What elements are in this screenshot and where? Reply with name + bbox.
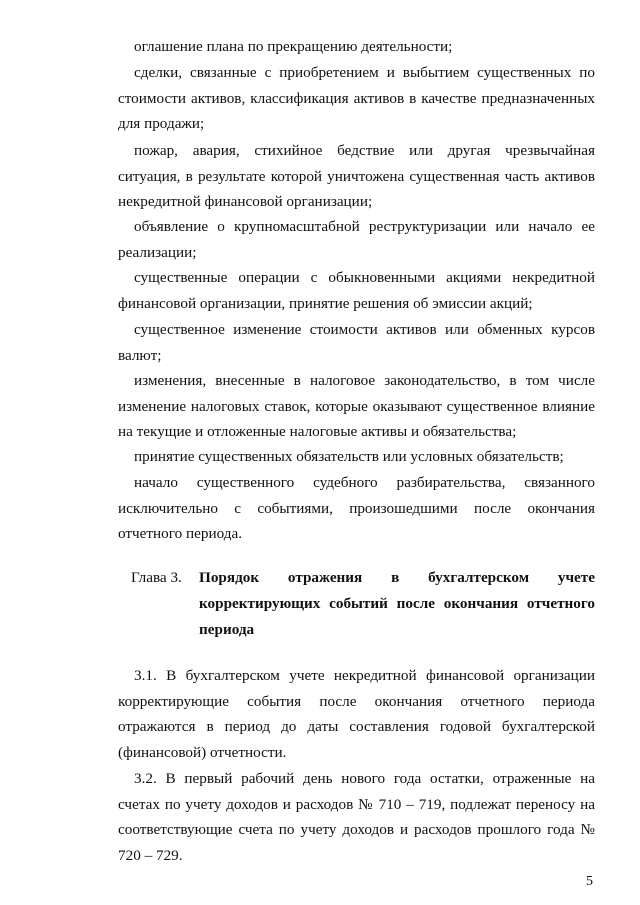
list-item: пожар, авария, стихийное бедствие или другая чрезвычайная ситуация, в результате которой уничтожена существенная часть активов некредитной финансовой организации; <box>118 142 595 211</box>
chapter-label: Глава 3. <box>131 569 182 586</box>
list-item: изменения, внесенные в налоговое законодательство, в том числе изменение налоговых ставок, которые оказывают существенное влияние на текущие и отложенные налоговые активы и обязательства; <box>118 372 595 441</box>
list-item: начало существенного судебного разбирательства, связанного исключительно с событиями, произошедшими после окончания отчетного периода. <box>118 474 595 543</box>
list-item: сделки, связанные с приобретением и выбытием существенных по стоимости активов, классификация активов в качестве предназначенных для продажи; <box>118 64 595 133</box>
page-number: 5 <box>586 874 593 889</box>
list-item: существенное изменение стоимости активов или обменных курсов валют; <box>118 321 595 364</box>
chapter-title: Порядок отражения в бухгалтерском учете корректирующих событий после окончания отчетного периода <box>199 569 595 638</box>
clause-paragraph: 3.1. В бухгалтерском учете некредитной финансовой организации корректирующие события после окончания отчетного периода отражаются в период до даты составления годовой бухгалтерской (финансовой) отчетности. <box>118 667 595 761</box>
list-item: принятие существенных обязательств или условных обязательств; <box>134 448 564 465</box>
list-item: оглашение плана по прекращению деятельности; <box>134 38 453 55</box>
list-item: объявление о крупномасштабной реструктуризации или начало ее реализации; <box>118 218 595 261</box>
list-item: существенные операции с обыкновенными акциями некредитной финансовой организации, принятие решения об эмиссии акций; <box>118 269 595 312</box>
clause-paragraph: 3.2. В первый рабочий день нового года остатки, отраженные на счетах по учету доходов и расходов № 710 – 719, подлежат переносу на соответствующие счета по учету доходов и расходов прошлого года № 720 – 729. <box>118 770 595 864</box>
